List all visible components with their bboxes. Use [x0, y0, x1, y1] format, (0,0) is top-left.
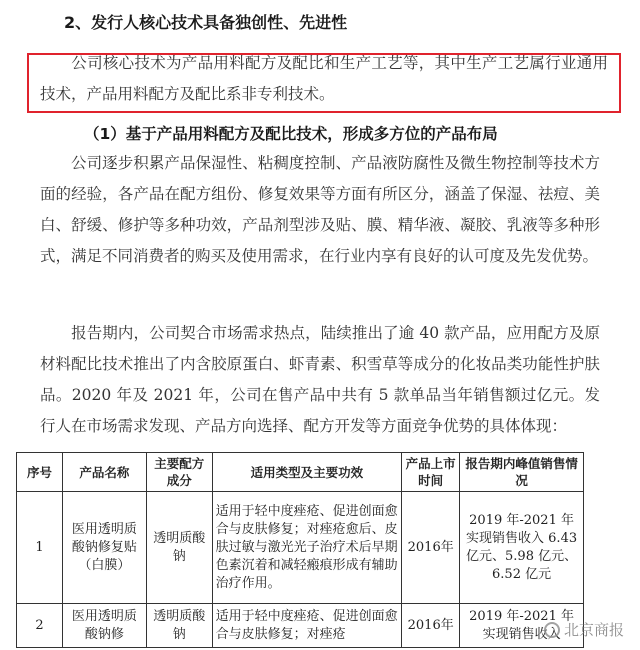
- cell-ingredient: 透明质酸钠: [146, 492, 212, 604]
- cell-launch: 2016年: [402, 492, 460, 604]
- header-no: 序号: [17, 453, 63, 492]
- highlighted-paragraph-text: 公司核心技术为产品用料配方及配比和生产工艺等，其中生产工艺属行业通用技术，产品用料配方及配比系非专利技术。: [40, 54, 608, 103]
- table-row: [17, 604, 584, 648]
- sub-heading: （1）基于产品用料配方及配比技术，形成多方位的产品布局: [84, 125, 498, 143]
- cell-no: 2: [17, 604, 63, 648]
- watermark-logo-icon: [544, 622, 560, 638]
- cell-sales: 2019 年-2021 年实现销售收入: [460, 604, 584, 648]
- table-header-row: [17, 453, 584, 492]
- product-table: [16, 452, 584, 648]
- table-row: [17, 492, 584, 604]
- watermark-text: 北京商报: [563, 621, 624, 639]
- cell-name: 医用透明质酸钠修: [62, 604, 146, 648]
- cell-launch: 2016年: [402, 604, 460, 648]
- highlight-box: [27, 53, 621, 113]
- header-ingredient: 主要配方成分: [146, 453, 212, 492]
- header-launch: 产品上市时间: [402, 453, 460, 492]
- header-name: 产品名称: [62, 453, 146, 492]
- paragraph-2: [40, 148, 600, 272]
- paragraph-3: [40, 318, 600, 442]
- cell-effect: 适用于轻中度痤疮、促进创面愈合与皮肤修复；对痤疮愈后、皮肤过敏与激光光子治疗术后早期色素沉着和减轻瘢痕形成有辅助治疗作用。: [212, 492, 402, 604]
- cell-effect: 适用于轻中度痤疮、促进创面愈合与皮肤修复；对痤疮: [212, 604, 402, 648]
- cell-sales: 2019 年-2021 年实现销售收入 6.43 亿元、5.98 亿元、6.52 亿元: [460, 492, 584, 604]
- header-sales: 报告期内峰值销售情况: [460, 453, 584, 492]
- paragraph-2-text: 公司逐步积累产品保湿性、粘稠度控制、产品液防腐性及微生物控制等技术方面的经验，各产品在配方组份、修复效果等方面有所区分，涵盖了保湿、祛痘、美白、舒缓、修护等多种功效，产品剂型涉及贴、膜、精华液、凝胶、乳液等多种形式，满足不同消费者的购买及使用需求，在行业内享有良好的认可度及先发优势。: [40, 154, 600, 265]
- header-effect: 适用类型及主要功效: [212, 453, 402, 492]
- section-heading: 2、发行人核心技术具备独创性、先进性: [64, 13, 348, 32]
- cell-name: 医用透明质酸钠修复贴（白膜）: [62, 492, 146, 604]
- cell-no: 1: [17, 492, 63, 604]
- cell-ingredient: 透明质酸钠: [146, 604, 212, 648]
- paragraph-3-text: 报告期内，公司契合市场需求热点，陆续推出了逾 40 款产品，应用配方及原材料配比技术推出了内含胶原蛋白、虾青素、积雪草等成分的化妆品类功能性护肤品。2020 年及 2021 年，公司在售产品中共有 5 款单品当年销售额过亿元。发行人在市场需求发现、产品方向选择、配方开发等方面竞争优势的具体体现：: [40, 324, 600, 435]
- watermark: [544, 619, 624, 640]
